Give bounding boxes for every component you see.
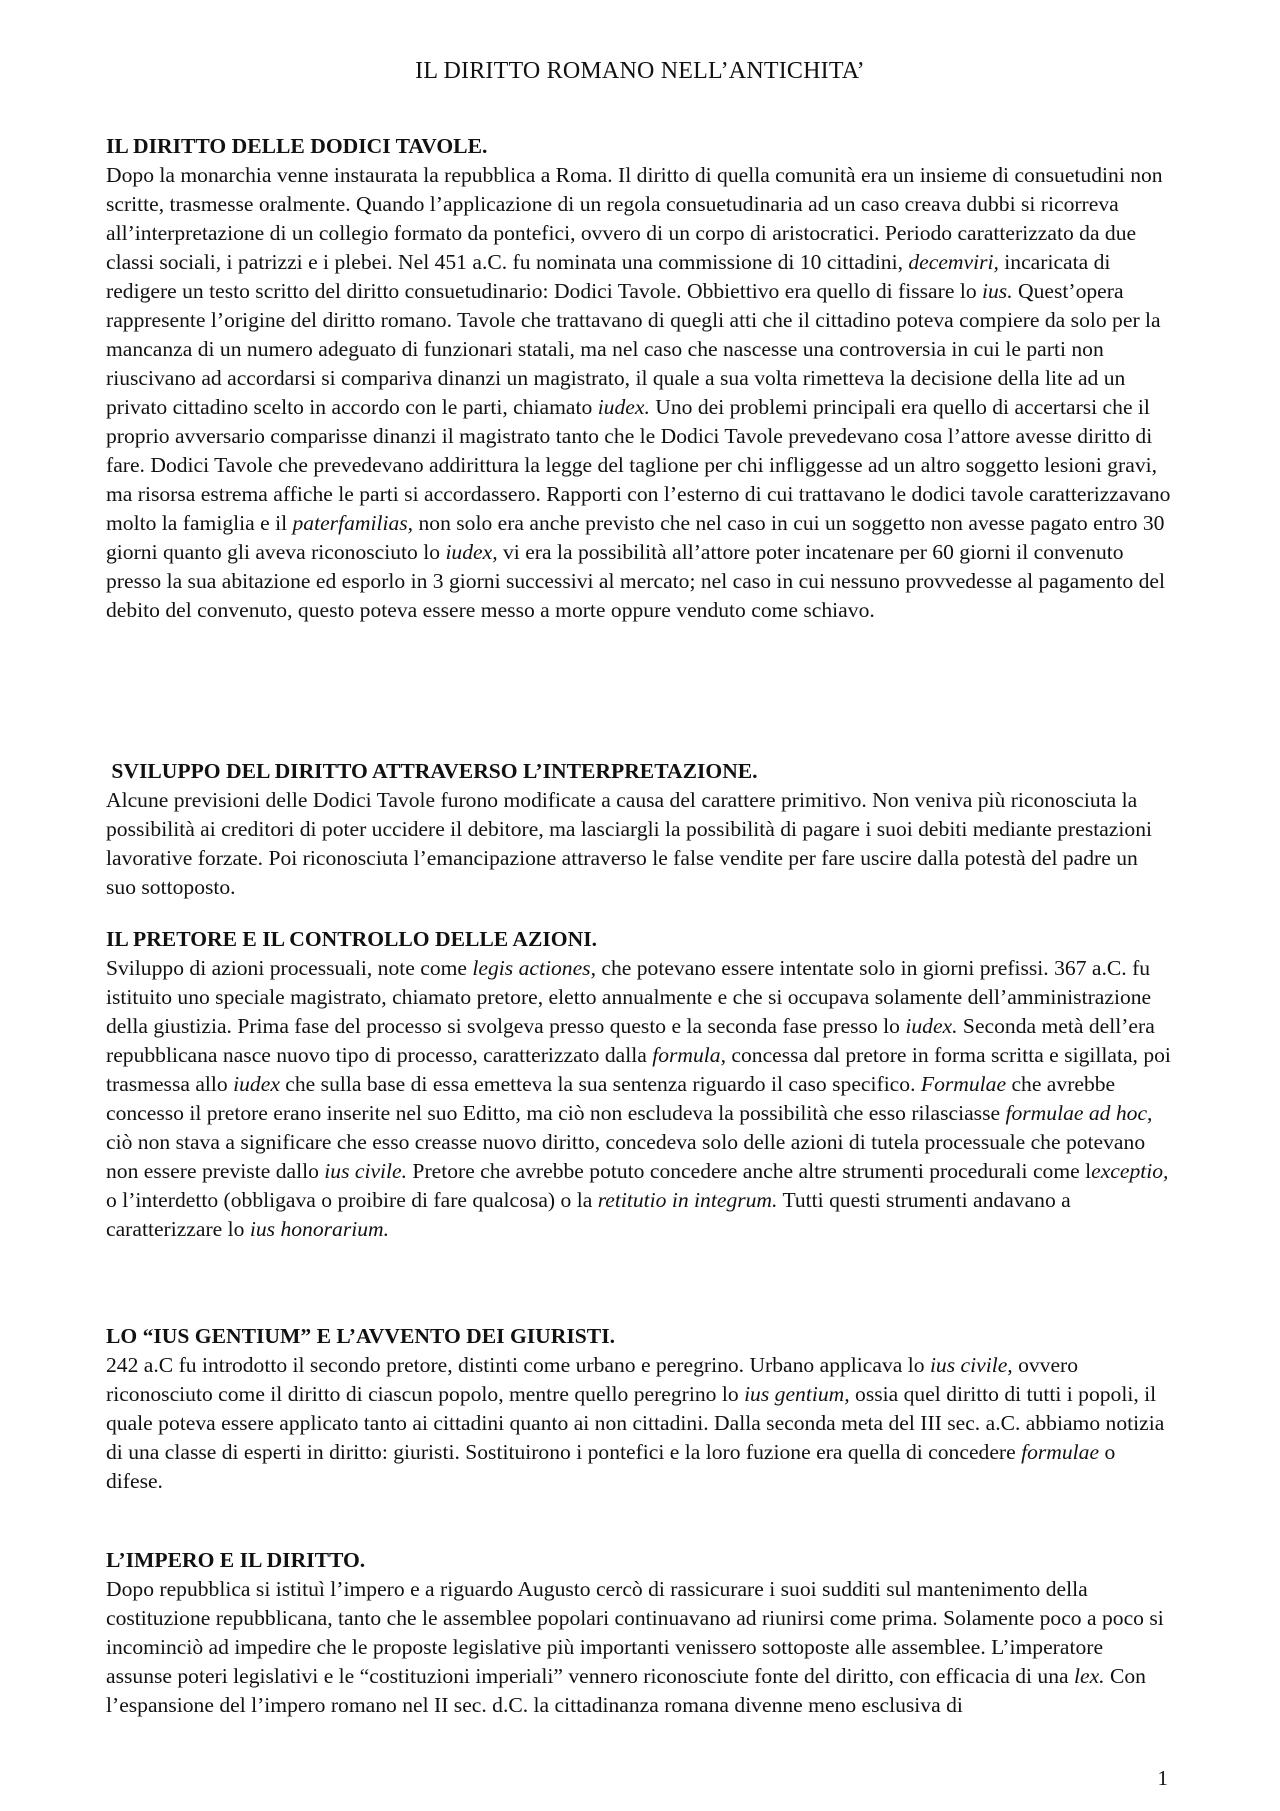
text-run: Sviluppo di azioni processuali, note come [106, 956, 473, 980]
section-ius-gentium [106, 1322, 1172, 1496]
text-run: che sulla base di essa emetteva la sua sentenza riguardo il caso specifico. [279, 1072, 921, 1096]
document-title: IL DIRITTO ROMANO NELL’ANTICHITA’ [415, 58, 865, 84]
section-paragraph [106, 1351, 1172, 1496]
italic-term: iudex [233, 1072, 280, 1096]
italic-term: formula, [652, 1043, 727, 1067]
text-run: concessa dal pretore in forma scritta e sigillata, poi trasmessa allo [106, 1043, 1171, 1096]
text-run: Dopo repubblica si istituì l’impero e a riguardo Augusto cercò di rassicurare i suoi sudditi sul mantenimento della costituzione repubblicana, tanto che le assemblee popolari continuavano ad riunirsi come prima. Solamente poco a poco si incominciò ad impedire che le proposte legislative più importanti venissero sottoposte alle assemblee. L’imperatore assunse poteri legislativi e le “costituzioni imperiali” vennero riconosciute fonte del diritto, con efficacia di una [106, 1577, 1164, 1688]
italic-term: exceptio, [1091, 1159, 1169, 1183]
text-run: vi era la possibilità all’attore poter incatenare per 60 giorni il convenuto presso la sua abitazione ed esporlo in 3 giorni successivi al mercato; nel caso in cui nessuno provvedesse al pagamento del debito del convenuto, questo poteva essere messo a morte oppure venduto come schiavo. [106, 540, 1165, 622]
italic-term: Formulae [920, 1072, 1007, 1096]
section-pretore [106, 925, 1172, 1244]
italic-term: iudex. [597, 395, 650, 419]
italic-term: decemviri, [908, 250, 999, 274]
italic-term: paterfamilias, [292, 511, 414, 535]
section-impero [106, 1546, 1172, 1720]
section-heading: IL PRETORE E IL CONTROLLO DELLE AZIONI. [106, 927, 598, 951]
page-number: 1 [1157, 1766, 1168, 1790]
text-run: Quest’opera rappresente l’origine del diritto romano. Tavole che trattavano di quegli atti che il cittadino poteva compiere da solo per la mancanza di un numero adeguato di funzionari statali, ma nel caso che nascesse una controversia in cui le parti non riuscivano ad accordarsi si compariva dinanzi un magistrato, il quale a sua volta rimetteva la decisione della lite ad un privato cittadino scelto in accordo con le parti, chiamato [106, 279, 1161, 419]
section-heading: IL DIRITTO DELLE DODICI TAVOLE. [106, 134, 488, 158]
italic-term: retitutio in integrum. [597, 1188, 778, 1212]
section-sviluppo-diritto [106, 757, 1172, 902]
text-run: che potevano essere intentate solo in giorni prefissi. 367 a.C. fu istituito uno speciale magistrato, chiamato pretore, eletto annualmente e che si occupava solamente dell’amministrazione della giustizia. Prima fase del processo si svolgeva presso questo e la seconda fase presso lo [106, 956, 1152, 1038]
italic-term: ius gentium, [744, 1382, 850, 1406]
italic-term: ius. [982, 279, 1013, 303]
text-run: ovvero riconosciuto come il diritto di ciascun popolo, mentre quello peregrino lo [106, 1353, 1079, 1406]
text-run: ciò non stava a significare che esso creasse nuovo diritto, concedeva solo delle azioni di tutela processuale che potevano non essere previste dallo [106, 1130, 1146, 1183]
text-run: Pretore che avrebbe potuto concedere anche altre strumenti procedurali come l [407, 1159, 1092, 1183]
italic-term: lex. [1074, 1664, 1105, 1688]
section-heading: L’IMPERO E IL DIRITTO. [106, 1548, 366, 1572]
text-run: Dopo la monarchia venne instaurata la repubblica a Roma. Il diritto di quella comunità era un insieme di consuetudini non scritte, trasmesse oralmente. Quando l’applicazione di un regola consuetudinaria ad un caso creava dubbi si ricorreva all’interpretazione di un collegio formato da pontefici, ovvero di un corpo di aristocratici. Periodo caratterizzato da due classi sociali, i patrizzi e i plebei. Nel 451 a.C. fu nominata una commissione di 10 cittadini, [106, 163, 1163, 274]
text-run: ossia quel diritto di tutti i popoli, il quale poteva essere applicato tanto ai cittadini quanto ai non cittadini. Dalla seconda meta del III sec. a.C. abbiamo notizia di una classe di esperti in diritto: giuristi. Sostituirono i pontefici e la loro fuzione era quella di concedere [106, 1382, 1165, 1464]
section-paragraph [106, 954, 1172, 1244]
text-run: o l’interdetto (obbligava o proibire di fare qualcosa) o la [106, 1188, 598, 1212]
text-run: Uno dei problemi principali era quello di accertarsi che il proprio avversario comparisse dinanzi il magistrato tanto che le Dodici Tavole prevedevano cosa l’attore avesse diritto di fare. Dodici Tavole che prevedevano addirittura la legge del taglione per chi infliggesse ad un altro soggetto lesioni gravi, ma risorsa estrema affiche le parti si accordassero. Rapporti con l’esterno di cui trattavano le dodici tavole caratterizzavano molto la famiglia e il [106, 395, 1171, 535]
text-run: o difese. [106, 1440, 1116, 1493]
italic-term: ius civile. [324, 1159, 408, 1183]
italic-term: ius civile, [929, 1353, 1013, 1377]
text-run: Con l’espansione del l’impero romano nel II sec. d.C. la cittadinanza romana divenne meno esclusiva di [106, 1664, 1146, 1717]
italic-term: formulae [1021, 1440, 1100, 1464]
italic-term: formulae ad hoc, [1005, 1101, 1153, 1125]
text-run: che avrebbe concesso il pretore erano inserite nel suo Editto, ma ciò non escludeva la possibilità che esso rilasciasse [106, 1072, 1116, 1125]
italic-term: iudex, [445, 540, 498, 564]
text-run: Tutti questi strumenti andavano a caratterizzare lo [106, 1188, 1071, 1241]
section-dodici-tavole [106, 132, 1172, 625]
italic-term: iudex. [905, 1014, 958, 1038]
section-paragraph [106, 786, 1172, 902]
text-run: Alcune previsioni delle Dodici Tavole furono modificate a causa del carattere primitivo. Non veniva più riconosciuta la possibilità ai creditori di poter uccidere il debitore, ma lasciargli la possibilità di pagare i suoi debiti mediante prestazioni lavorative forzate. Poi riconosciuta l’emancipazione attraverso le false vendite per fare uscire dalla potestà del padre un suo sottoposto. [106, 788, 1152, 899]
text-run: Seconda metà dell’era repubblicana nasce nuovo tipo di processo, caratterizzato dalla [106, 1014, 1155, 1067]
italic-term: legis actiones, [472, 956, 596, 980]
text-run: incaricata di redigere un testo scritto del diritto consuetudinario: Dodici Tavole. Obbiettivo era quello di fissare lo [106, 250, 1111, 303]
section-paragraph [106, 1575, 1172, 1720]
text-run: non solo era anche previsto che nel caso in cui un soggetto non avesse pagato entro 30 giorni quanto gli aveva riconosciuto lo [106, 511, 1165, 564]
section-heading: SVILUPPO DEL DIRITTO ATTRAVERSO L’INTERPRETAZIONE. [106, 759, 758, 783]
text-run: 242 a.C fu introdotto il secondo pretore, distinti come urbano e peregrino. Urbano applicava lo [106, 1353, 930, 1377]
italic-term: ius honorarium. [249, 1217, 390, 1241]
section-paragraph [106, 161, 1172, 625]
section-heading: LO “IUS GENTIUM” E L’AVVENTO DEI GIURISTI. [106, 1324, 615, 1348]
